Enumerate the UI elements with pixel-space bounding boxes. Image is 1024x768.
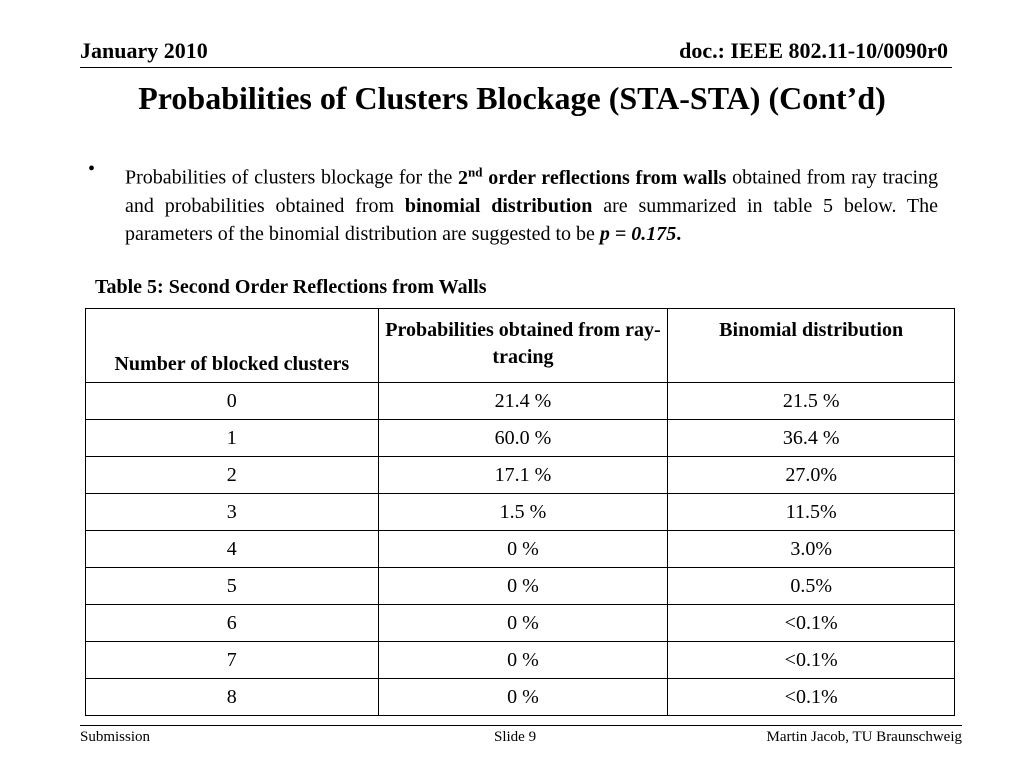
- table-cell: 36.4 %: [668, 420, 955, 457]
- table-row: [86, 679, 955, 716]
- table-header-row: [86, 309, 955, 383]
- table-row: [86, 531, 955, 568]
- bullet-text: [125, 158, 938, 248]
- table-cell: 0 %: [378, 531, 668, 568]
- bullet-end: .: [676, 222, 682, 245]
- table-cell: 2: [86, 457, 379, 494]
- table-cell: 0 %: [378, 642, 668, 679]
- table-cell: 27.0%: [668, 457, 955, 494]
- table-cell: 8: [86, 679, 379, 716]
- footer-author: Martin Jacob, TU Braunschweig: [766, 729, 962, 745]
- bullet-parameter: p = 0.175: [599, 222, 677, 245]
- slide-title: Probabilities of Clusters Blockage (STA-STA) (Cont’d): [138, 80, 886, 116]
- bullet-marker: •: [88, 158, 96, 180]
- table-cell: 1.5 %: [378, 494, 668, 531]
- table-cell: 0: [86, 383, 379, 420]
- table-cell: 60.0 %: [378, 420, 668, 457]
- bullet-paragraph: [88, 158, 938, 248]
- header-date: January 2010: [80, 38, 208, 63]
- table-cell: 7: [86, 642, 379, 679]
- bullet-text-part1: Probabilities of clusters blockage for the: [125, 166, 459, 189]
- footer-slide-number: Slide 9: [494, 729, 537, 745]
- table-cell: <0.1%: [668, 679, 955, 716]
- table-row: [86, 568, 955, 605]
- header-binomial: Binomial distribution: [668, 309, 955, 383]
- table-cell: 3.0%: [668, 531, 955, 568]
- table-row: [86, 494, 955, 531]
- table-cell: 6: [86, 605, 379, 642]
- table-body: [86, 383, 955, 716]
- table-cell: 0.5%: [668, 568, 955, 605]
- header-ray-tracing: Probabilities obtained from ray-tracing: [378, 309, 668, 383]
- table-cell: 0 %: [378, 605, 668, 642]
- bullet-superscript: nd: [468, 164, 483, 179]
- header-doc-id: doc.: IEEE 802.11-10/0090r0: [679, 38, 948, 63]
- bullet-text-part2: obtained from ray tracing and probabilities obtained from: [125, 166, 938, 217]
- bullet-bold-reflections: order reflections from walls: [482, 166, 727, 189]
- table-cell: 5: [86, 568, 379, 605]
- table-row: [86, 420, 955, 457]
- table-cell: 1: [86, 420, 379, 457]
- header-rule: [80, 67, 952, 68]
- table-cell: 11.5%: [668, 494, 955, 531]
- table-cell: 17.1 %: [378, 457, 668, 494]
- table-cell: 0 %: [378, 679, 668, 716]
- table-cell: 0 %: [378, 568, 668, 605]
- table-cell: 21.5 %: [668, 383, 955, 420]
- header-blocked-clusters: Number of blocked clusters: [86, 309, 379, 383]
- footer-rule: [80, 725, 962, 726]
- blockage-table: [85, 308, 955, 716]
- bullet-bold-order: [458, 164, 727, 189]
- table-caption: Table 5: Second Order Reflections from Walls: [95, 276, 487, 298]
- bullet-bold-binomial: binomial distribution: [404, 194, 593, 217]
- table-cell: <0.1%: [668, 605, 955, 642]
- table-row: [86, 642, 955, 679]
- table-row: [86, 383, 955, 420]
- table-cell: <0.1%: [668, 642, 955, 679]
- table-row: [86, 457, 955, 494]
- table-cell: 21.4 %: [378, 383, 668, 420]
- table-cell: 4: [86, 531, 379, 568]
- bullet-bold-2: 2: [458, 166, 469, 189]
- footer-submission: Submission: [80, 729, 151, 745]
- table-cell: 3: [86, 494, 379, 531]
- bullet-text-part3: are summarized in table 5 below. The parameters of the binomial distribution are suggested to be: [125, 194, 938, 245]
- table-row: [86, 605, 955, 642]
